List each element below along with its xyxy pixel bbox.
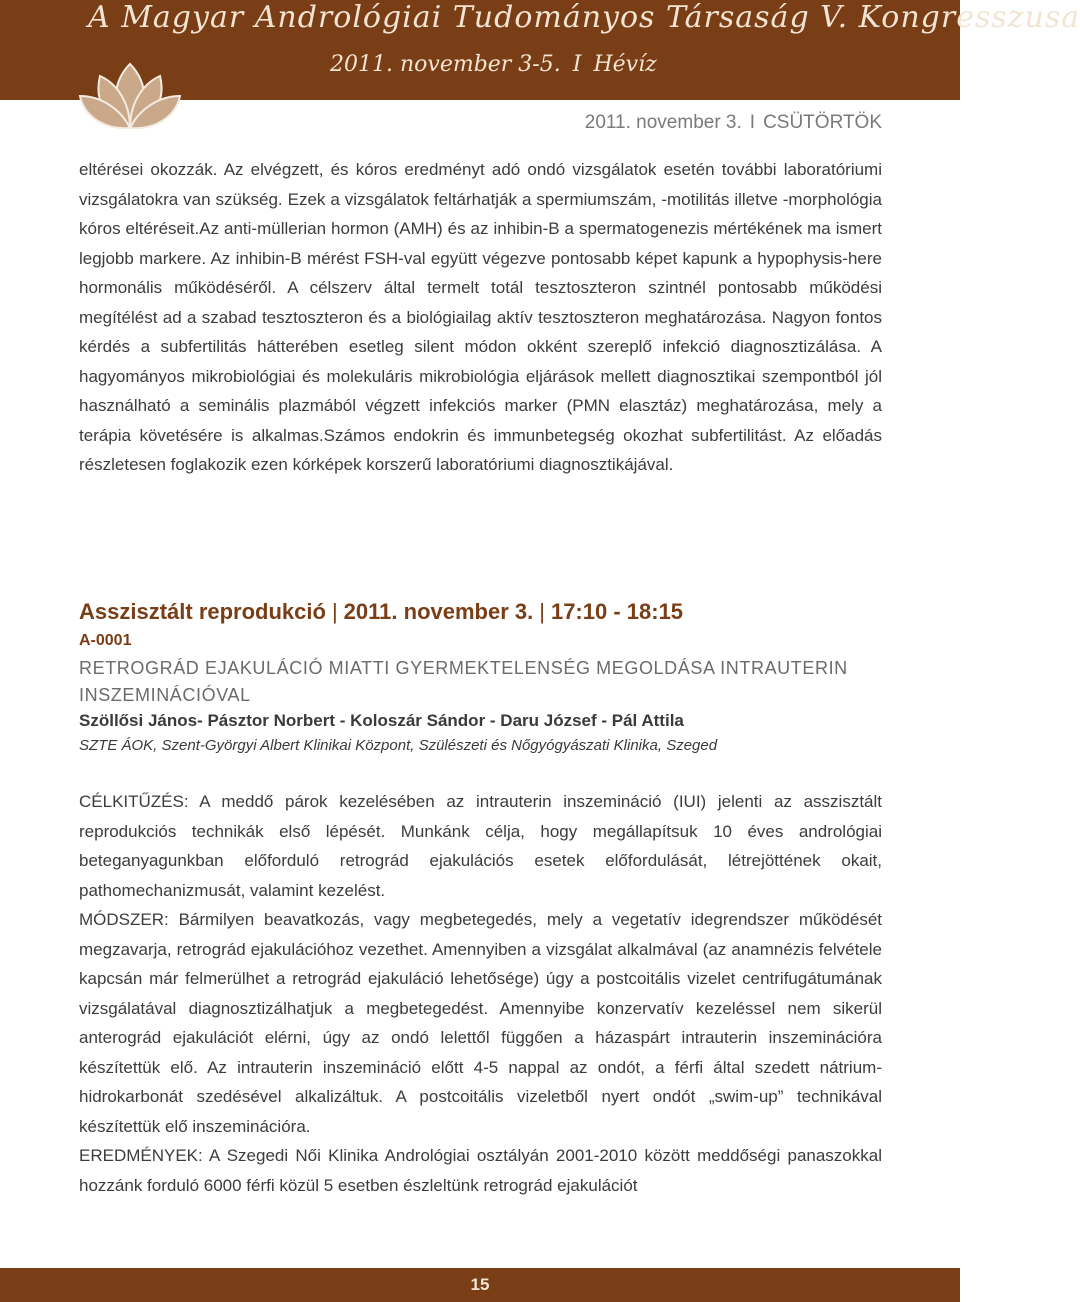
- intro-paragraph: eltérései okozzák. Az elvégzett, és kóros eredményt adó ondó vizsgálatok esetén további laboratóriumi vizsgálatokra van szükség. Ezek a vizsgálatok feltárhatják a spermiumszám, -motilitás illetve -morphológia kóros eltéréseit.Az anti-müllerian hormon (AMH) és az inhibin-B a spermatogenezis mértékének ma ismert legjobb markere. Az inhibin-B mérést FSH-val együtt végezve pontosabb képet kapunk a hypophysis-here hormonális működéséről. A célszerv által termelt totál tesztoszteron szintnél pontosabb működési megítélést ad a szabad tesztoszteron és a biológiailag aktív tesztoszteron meghatározása. Nagyon fontos kérdés a subfertilitás hátterében esetleg silent módon okként szereplő infekció diagnosztizálása. A hagyományos mikrobiológiai és molekuláris mikrobiológia eljárások mellett diagnosztikai szempontból jól használható a seminális plazmából végzett infekciós marker (PMN elasztáz) meghatározása, mely a terápia követésére is alkalmas.Számos endokrin és immunbetegség okozhat subfertilitást. Az előadás részletesen foglakozik ezen kórképek korszerű laboratóriumi diagnosztikájával.: [79, 160, 882, 474]
- abstract-objectives: CÉLKITŰZÉS: A meddő párok kezelésében az intrauterin inszemináció (IUI) jelenti az asszisztált reprodukciós technikák első lépését. Munkánk célja, hogy megállapítsuk 10 éves andrológiai beteganyagunkban előforduló retrográd ejakulációs esetek előfordulását, létrejöttének okait, pathomechanizmusát, valamint kezelést.: [79, 792, 882, 900]
- abstract-title: RETROGRÁD EJAKULÁCIÓ MIATTI GYERMEKTELENSÉG MEGOLDÁSA INTRAUTERIN INSZEMINÁCIÓVAL: [79, 658, 848, 705]
- congress-date: 2011. november 3-5.: [330, 52, 561, 77]
- session-separator-2: |: [539, 599, 545, 624]
- session-separator-1: |: [331, 599, 338, 624]
- abstract-authors: Szöllősi János- Pásztor Norbert - Koloszár Sándor - Daru József - Pál Attila: [79, 711, 684, 730]
- congress-title: A Magyar Andrológiai Tudományos Társaság V. Kongresszusa: [88, 0, 1080, 35]
- abstract-affiliation: SZTE ÁOK, Szent-Györgyi Albert Klinikai Központ, Szülészeti és Nőgyógyászati Klinika, Szeged: [79, 737, 718, 754]
- session-date: 2011. november 3.: [343, 599, 534, 624]
- session-heading: [79, 599, 683, 625]
- congress-place: Hévíz: [593, 52, 657, 77]
- abstract-results: EREDMÉNYEK: A Szegedi Női Klinika Andrológiai osztályán 2001-2010 között meddőségi panaszokkal hozzánk forduló 6000 férfi közül 5 esetben észleltünk retrográd ejakulációt: [79, 1146, 882, 1195]
- congress-date-place: [330, 52, 657, 77]
- abstract-methods: MÓDSZER: Bármilyen beavatkozás, vagy megbetegedés, mely a vegetatív idegrendszer működését megzavarja, retrográd ejakulációhoz vezethet. Amennyiben a vizsgálat alkalmával (az anamnézis felvétele kapcsán már felmerülhet a retrográd ejakuláció lehetősége) úgy a postcoitális vizelet centrifugátumának vizsgálatával diagnosztizálhatjuk a megbetegedést. Amennyibe konzervatív kezeléssel nem sikerül anterográd ejakulációt elérni, úgy az ondó lelettől függően a házaspárt intrauterin inszeminációra készítettük elő. Az intrauterin inszemináció előtt 4-5 nappal az ondót, a férfi által szedett nátriumhidrokarbonát szedésével alkalizáltuk. A postcoitális vizeletből nyert ondót „swim-up” technikával készítettük elő inszeminációra.: [79, 910, 882, 1136]
- page-footer: [0, 1268, 960, 1302]
- page-number: 15: [470, 1275, 490, 1294]
- abstract-body: [79, 787, 882, 1200]
- header-separator: I: [572, 52, 582, 77]
- session-name: Asszisztált reprodukció: [79, 599, 326, 624]
- day-date: 2011. november 3.: [584, 112, 742, 133]
- day-weekday: CSÜTÖRTÖK: [763, 112, 882, 133]
- session-time: 17:10 - 18:15: [550, 599, 684, 624]
- day-indicator: [585, 112, 882, 134]
- day-separator: I: [749, 112, 756, 133]
- lotus-logo-icon: [80, 60, 180, 132]
- abstract-id: A-0001: [79, 632, 132, 649]
